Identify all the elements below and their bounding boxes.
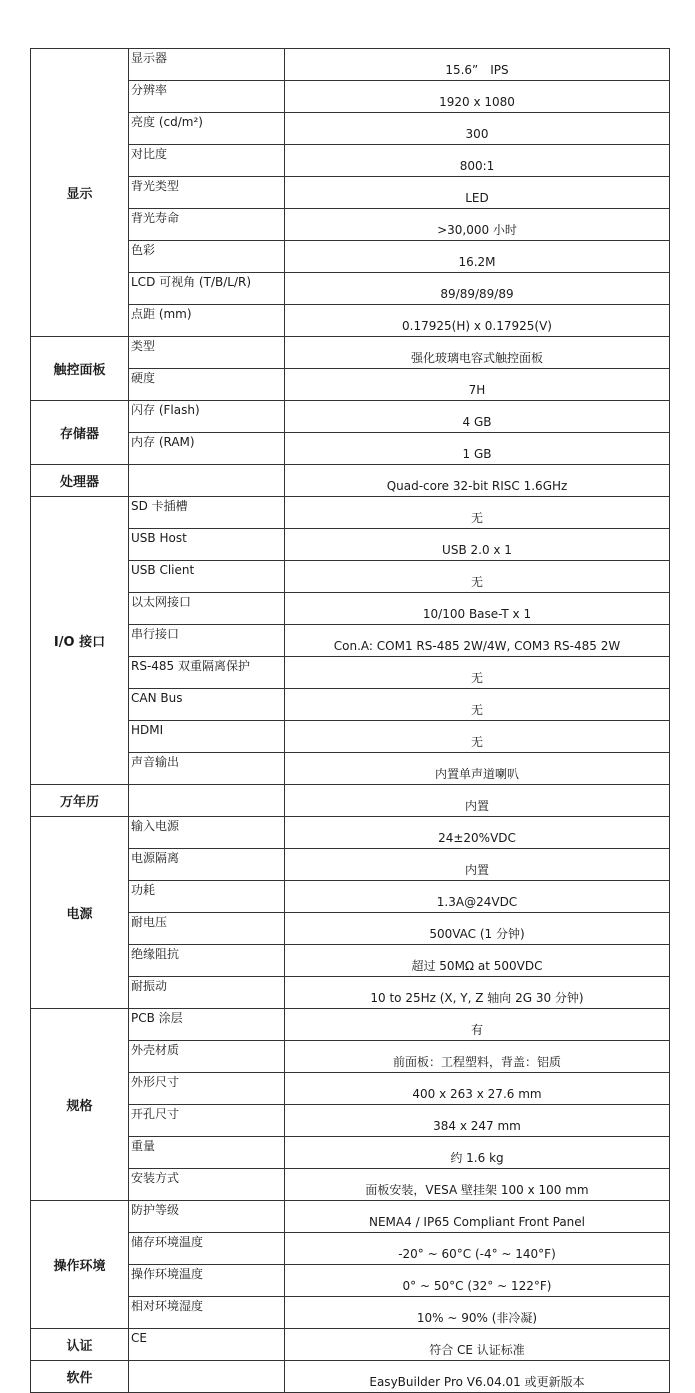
spec-value: USB 2.0 x 1 (285, 529, 670, 561)
spec-key: 绝缘阻抗 (129, 945, 285, 977)
spec-value: 1.3A@24VDC (285, 881, 670, 913)
spec-key (129, 465, 285, 497)
spec-group-label: 显示 (31, 49, 129, 337)
spec-value: 500VAC (1 分钟) (285, 913, 670, 945)
spec-key: 硬度 (129, 369, 285, 401)
spec-value: 符合 CE 认证标准 (285, 1329, 670, 1361)
spec-value: Quad-core 32-bit RISC 1.6GHz (285, 465, 670, 497)
spec-key: 耐电压 (129, 913, 285, 945)
spec-key: PCB 涂层 (129, 1009, 285, 1041)
spec-value: 内置 (285, 849, 670, 881)
spec-group-label: 操作环境 (31, 1201, 129, 1329)
spec-key: 重量 (129, 1137, 285, 1169)
spec-key: 类型 (129, 337, 285, 369)
spec-value: 超过 50MΩ at 500VDC (285, 945, 670, 977)
spec-key: 相对环境湿度 (129, 1297, 285, 1329)
spec-key: HDMI (129, 721, 285, 753)
spec-key: LCD 可视角 (T/B/L/R) (129, 273, 285, 305)
spec-value: -20° ~ 60°C (-4° ~ 140°F) (285, 1233, 670, 1265)
spec-value: LED (285, 177, 670, 209)
spec-key: 色彩 (129, 241, 285, 273)
spec-key: SD 卡插槽 (129, 497, 285, 529)
spec-key: 外形尺寸 (129, 1073, 285, 1105)
spec-key: 对比度 (129, 145, 285, 177)
spec-value: 无 (285, 497, 670, 529)
spec-key: 显示器 (129, 49, 285, 81)
spec-group-label: I/O 接口 (31, 497, 129, 785)
spec-value: 前面板：工程塑料，背盖：铝质 (285, 1041, 670, 1073)
spec-key: 耐振动 (129, 977, 285, 1009)
spec-value: 1920 x 1080 (285, 81, 670, 113)
spec-table-body (31, 49, 670, 1393)
spec-value: 无 (285, 561, 670, 593)
spec-key: 防护等级 (129, 1201, 285, 1233)
spec-value: 89/89/89/89 (285, 273, 670, 305)
spec-value: 1 GB (285, 433, 670, 465)
spec-value: 300 (285, 113, 670, 145)
spec-group-label: 处理器 (31, 465, 129, 497)
spec-value: 约 1.6 kg (285, 1137, 670, 1169)
spec-key: CE (129, 1329, 285, 1361)
spec-key (129, 1361, 285, 1393)
spec-row (31, 817, 670, 849)
spec-key: 操作环境温度 (129, 1265, 285, 1297)
spec-value: 内置单声道喇叭 (285, 753, 670, 785)
spec-key: 点距 (mm) (129, 305, 285, 337)
spec-value: 0.17925(H) x 0.17925(V) (285, 305, 670, 337)
spec-value: 有 (285, 1009, 670, 1041)
spec-group-label: 规格 (31, 1009, 129, 1201)
spec-key: 储存环境温度 (129, 1233, 285, 1265)
spec-row (31, 785, 670, 817)
spec-group-label: 触控面板 (31, 337, 129, 401)
spec-group-label: 存储器 (31, 401, 129, 465)
spec-key: 声音输出 (129, 753, 285, 785)
spec-key: 背光寿命 (129, 209, 285, 241)
spec-key: USB Client (129, 561, 285, 593)
spec-value: 800:1 (285, 145, 670, 177)
spec-row (31, 497, 670, 529)
spec-table (30, 48, 670, 1393)
spec-value: NEMA4 / IP65 Compliant Front Panel (285, 1201, 670, 1233)
spec-value: 24±20%VDC (285, 817, 670, 849)
spec-value: 面板安装，VESA 壁挂架 100 x 100 mm (285, 1169, 670, 1201)
spec-value: Con.A: COM1 RS-485 2W/4W, COM3 RS-485 2W (285, 625, 670, 657)
spec-row (31, 1009, 670, 1041)
spec-key: 闪存 (Flash) (129, 401, 285, 433)
spec-key: 亮度 (cd/m²) (129, 113, 285, 145)
spec-value: 无 (285, 721, 670, 753)
spec-key: 开孔尺寸 (129, 1105, 285, 1137)
spec-row (31, 1329, 670, 1361)
spec-key (129, 785, 285, 817)
spec-row (31, 465, 670, 497)
spec-row (31, 401, 670, 433)
spec-value: 7H (285, 369, 670, 401)
spec-group-label: 认证 (31, 1329, 129, 1361)
spec-key: 串行接口 (129, 625, 285, 657)
spec-value: 15.6” IPS (285, 49, 670, 81)
spec-key: 外壳材质 (129, 1041, 285, 1073)
spec-key: 背光类型 (129, 177, 285, 209)
spec-value: 10 to 25Hz (X, Y, Z 轴向 2G 30 分钟) (285, 977, 670, 1009)
spec-row (31, 337, 670, 369)
spec-key: 输入电源 (129, 817, 285, 849)
spec-value: 0° ~ 50°C (32° ~ 122°F) (285, 1265, 670, 1297)
spec-key: 分辨率 (129, 81, 285, 113)
spec-row (31, 1201, 670, 1233)
spec-value: 无 (285, 689, 670, 721)
spec-key: 功耗 (129, 881, 285, 913)
spec-key: RS-485 双重隔离保护 (129, 657, 285, 689)
spec-row (31, 49, 670, 81)
spec-value: 10% ~ 90% (非冷凝) (285, 1297, 670, 1329)
spec-value: 强化玻璃电容式触控面板 (285, 337, 670, 369)
spec-key: USB Host (129, 529, 285, 561)
spec-group-label: 万年历 (31, 785, 129, 817)
spec-key: 电源隔离 (129, 849, 285, 881)
spec-value: EasyBuilder Pro V6.04.01 或更新版本 (285, 1361, 670, 1393)
spec-key: 以太网接口 (129, 593, 285, 625)
spec-value: 4 GB (285, 401, 670, 433)
spec-key: CAN Bus (129, 689, 285, 721)
spec-value: 16.2M (285, 241, 670, 273)
spec-value: 400 x 263 x 27.6 mm (285, 1073, 670, 1105)
spec-key: 安装方式 (129, 1169, 285, 1201)
spec-group-label: 电源 (31, 817, 129, 1009)
spec-row (31, 1361, 670, 1393)
spec-value: 384 x 247 mm (285, 1105, 670, 1137)
spec-value: 10/100 Base-T x 1 (285, 593, 670, 625)
spec-key: 内存 (RAM) (129, 433, 285, 465)
spec-group-label: 软件 (31, 1361, 129, 1393)
spec-value: >30,000 小时 (285, 209, 670, 241)
spec-value: 内置 (285, 785, 670, 817)
spec-value: 无 (285, 657, 670, 689)
